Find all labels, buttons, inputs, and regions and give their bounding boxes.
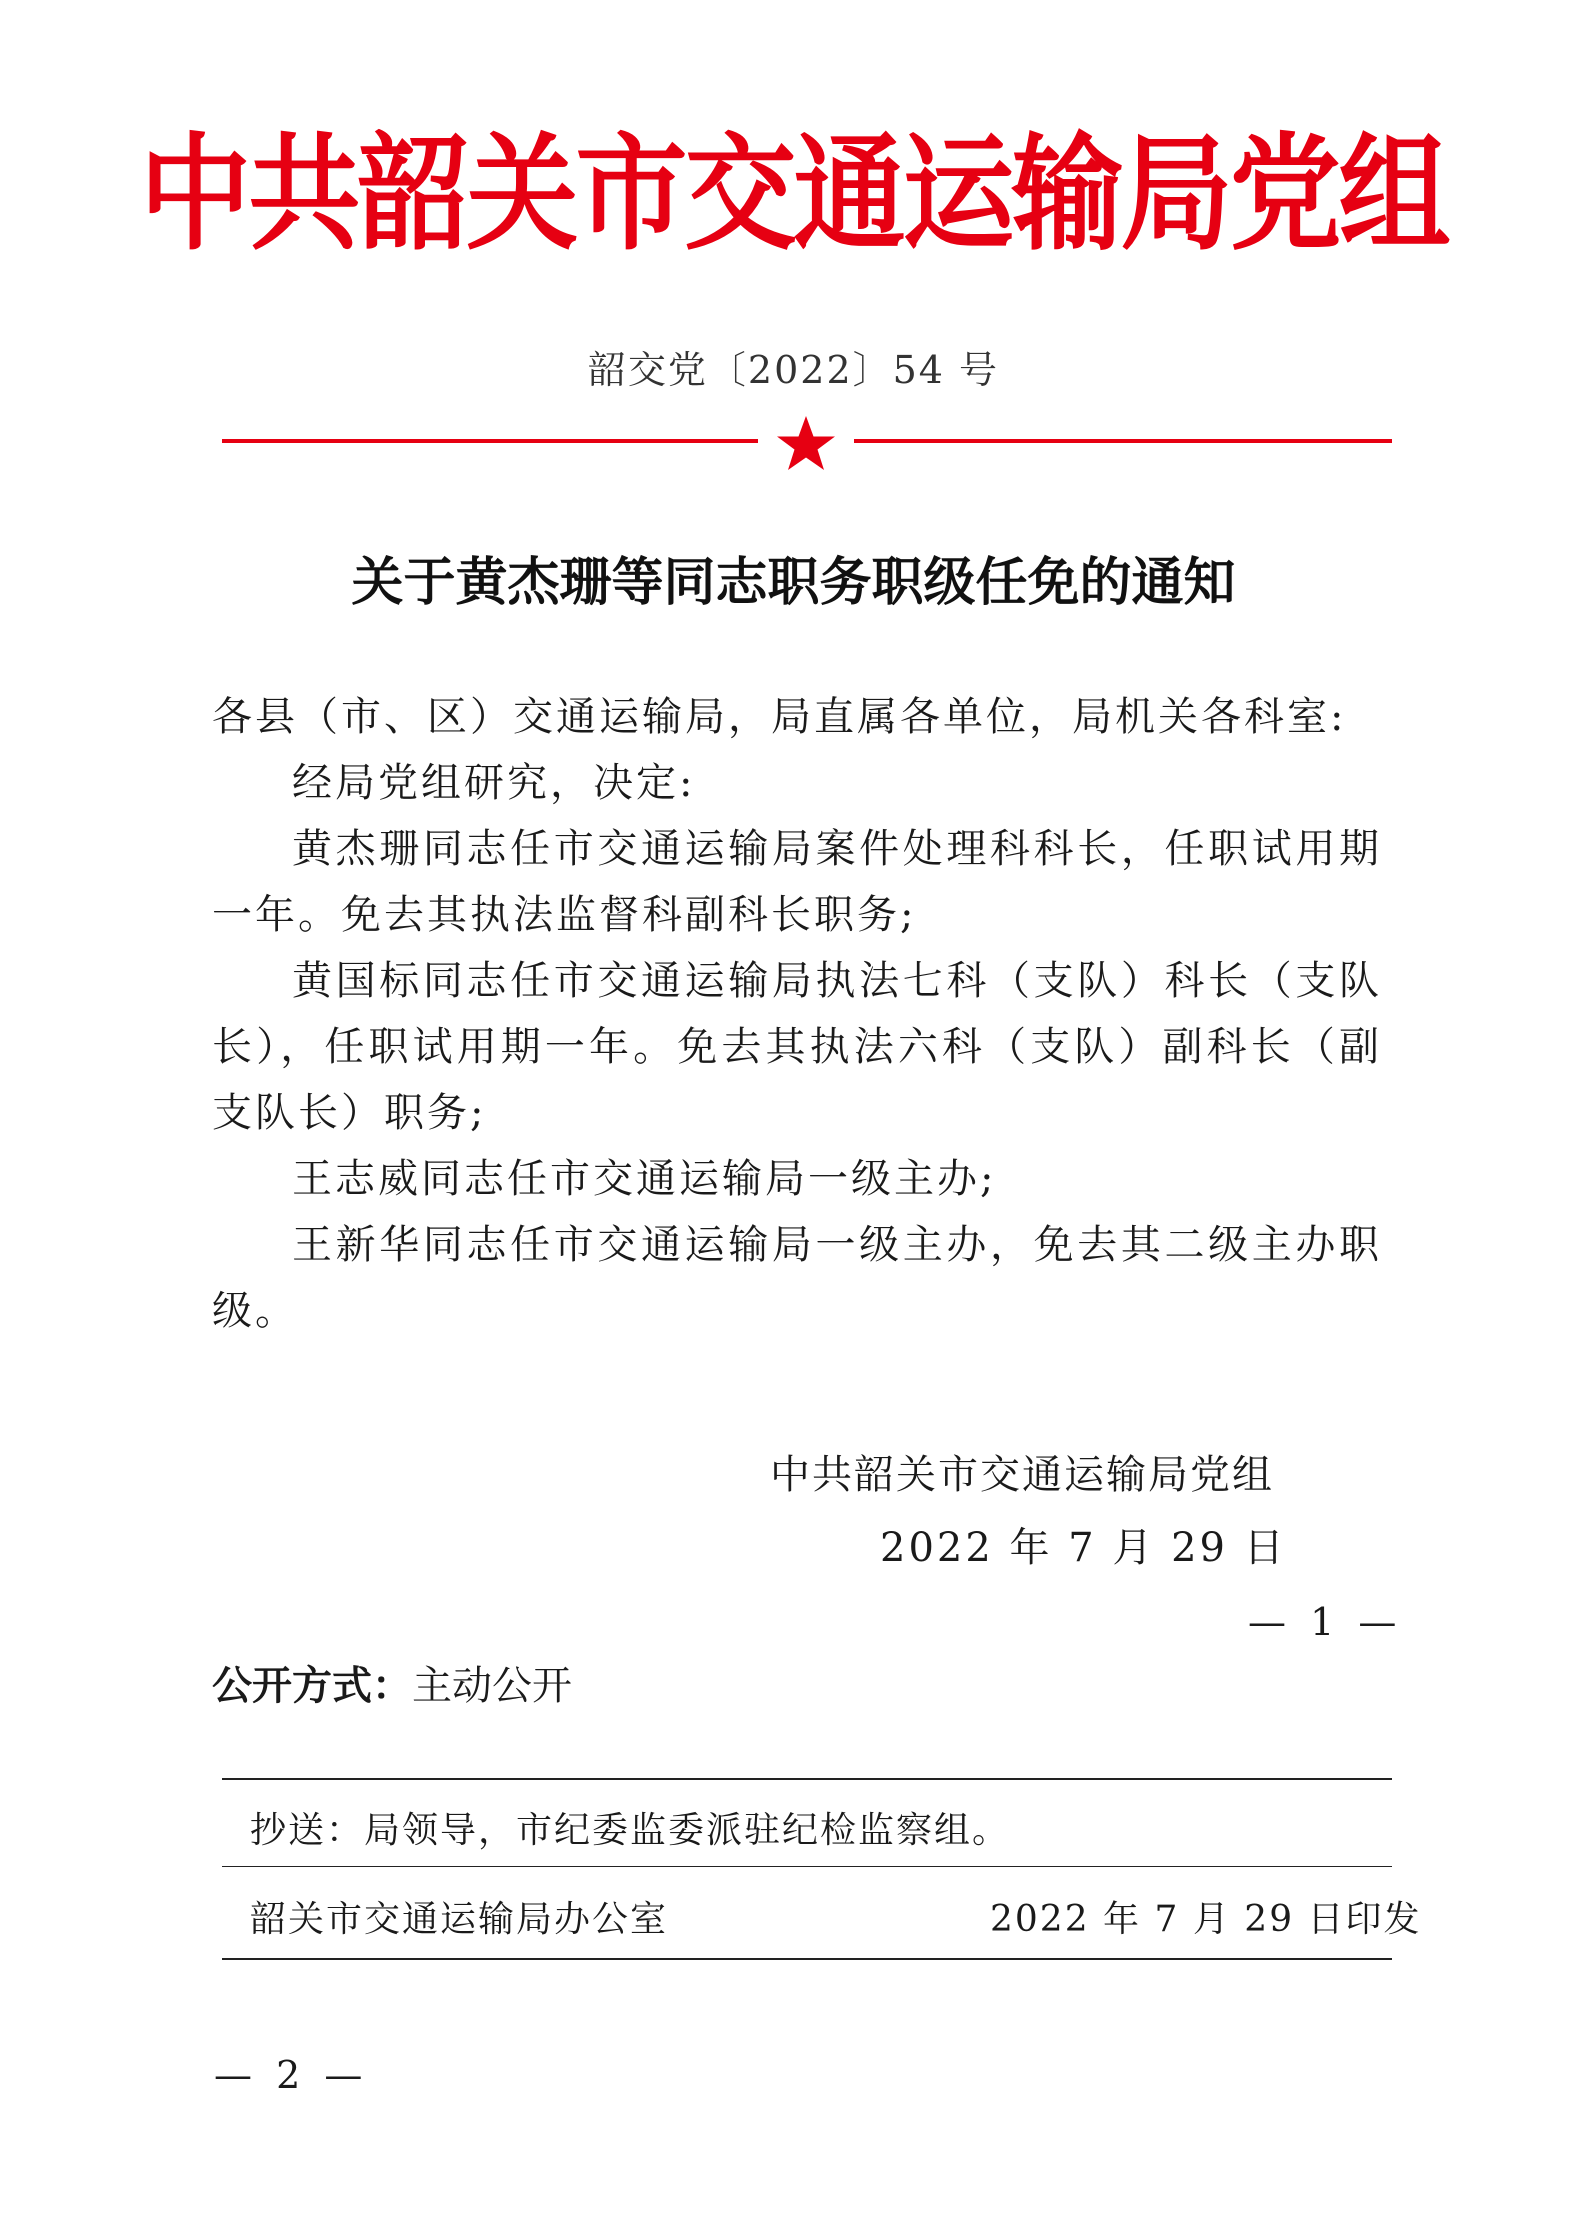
- notice-title: 关于黄杰珊等同志职务职级任免的通知: [351, 552, 1236, 613]
- paragraph: 经局党组研究，决定:: [292, 760, 696, 806]
- paragraph: 王志威同志任市交通运输局一级主办;: [292, 1156, 997, 1202]
- carbon-copy-list: 抄送：局领导，市纪委监委派驻纪检监察组。: [250, 1810, 1011, 1851]
- paragraph: 王新华同志任市交通运输局一级主办，免去其二级主办职级。: [212, 1222, 1382, 1334]
- issue-date: 2022 年 7 月 29 日印发: [990, 1899, 1422, 1940]
- disclosure-value: 主动公开: [412, 1663, 572, 1709]
- page-number-two: — 2 —: [214, 2053, 369, 2097]
- paragraph: 黄杰珊同志任市交通运输局案件处理科科长，任职试用期一年。免去其执法监督科副科长职务;: [212, 826, 1382, 938]
- paragraph: 黄国标同志任市交通运输局执法七科（支队）科长（支队长），任职试用期一年。免去其执法六科（支队）副科长（副支队长）职务;: [212, 958, 1382, 1136]
- document-number: 韶交党〔2022〕54 号: [587, 348, 1000, 392]
- masthead-title: 中共韶关市交通运输局党组: [139, 122, 1448, 268]
- issuing-office: 韶关市交通运输局办公室: [250, 1899, 669, 1940]
- signature-organization: 中共韶关市交通运输局党组: [770, 1452, 1274, 1498]
- salutation: 各县（市、区）交通运输局，局直属各单位，局机关各科室:: [212, 694, 1347, 740]
- page-number-one: — 1 —: [1248, 1600, 1403, 1644]
- disclosure-label: 公开方式：: [212, 1663, 412, 1709]
- disclosure-method: [212, 1658, 572, 1714]
- signature-date: 2022 年 7 月 29 日: [880, 1525, 1287, 1571]
- divider-line-middle: [222, 1866, 1392, 1867]
- divider-line-bottom: [222, 1958, 1392, 1960]
- red-divider-left: [222, 439, 758, 443]
- notice-body: [212, 684, 1382, 1344]
- red-divider-right: [854, 439, 1392, 443]
- divider-line-top: [222, 1778, 1392, 1780]
- red-star-icon: [774, 412, 838, 476]
